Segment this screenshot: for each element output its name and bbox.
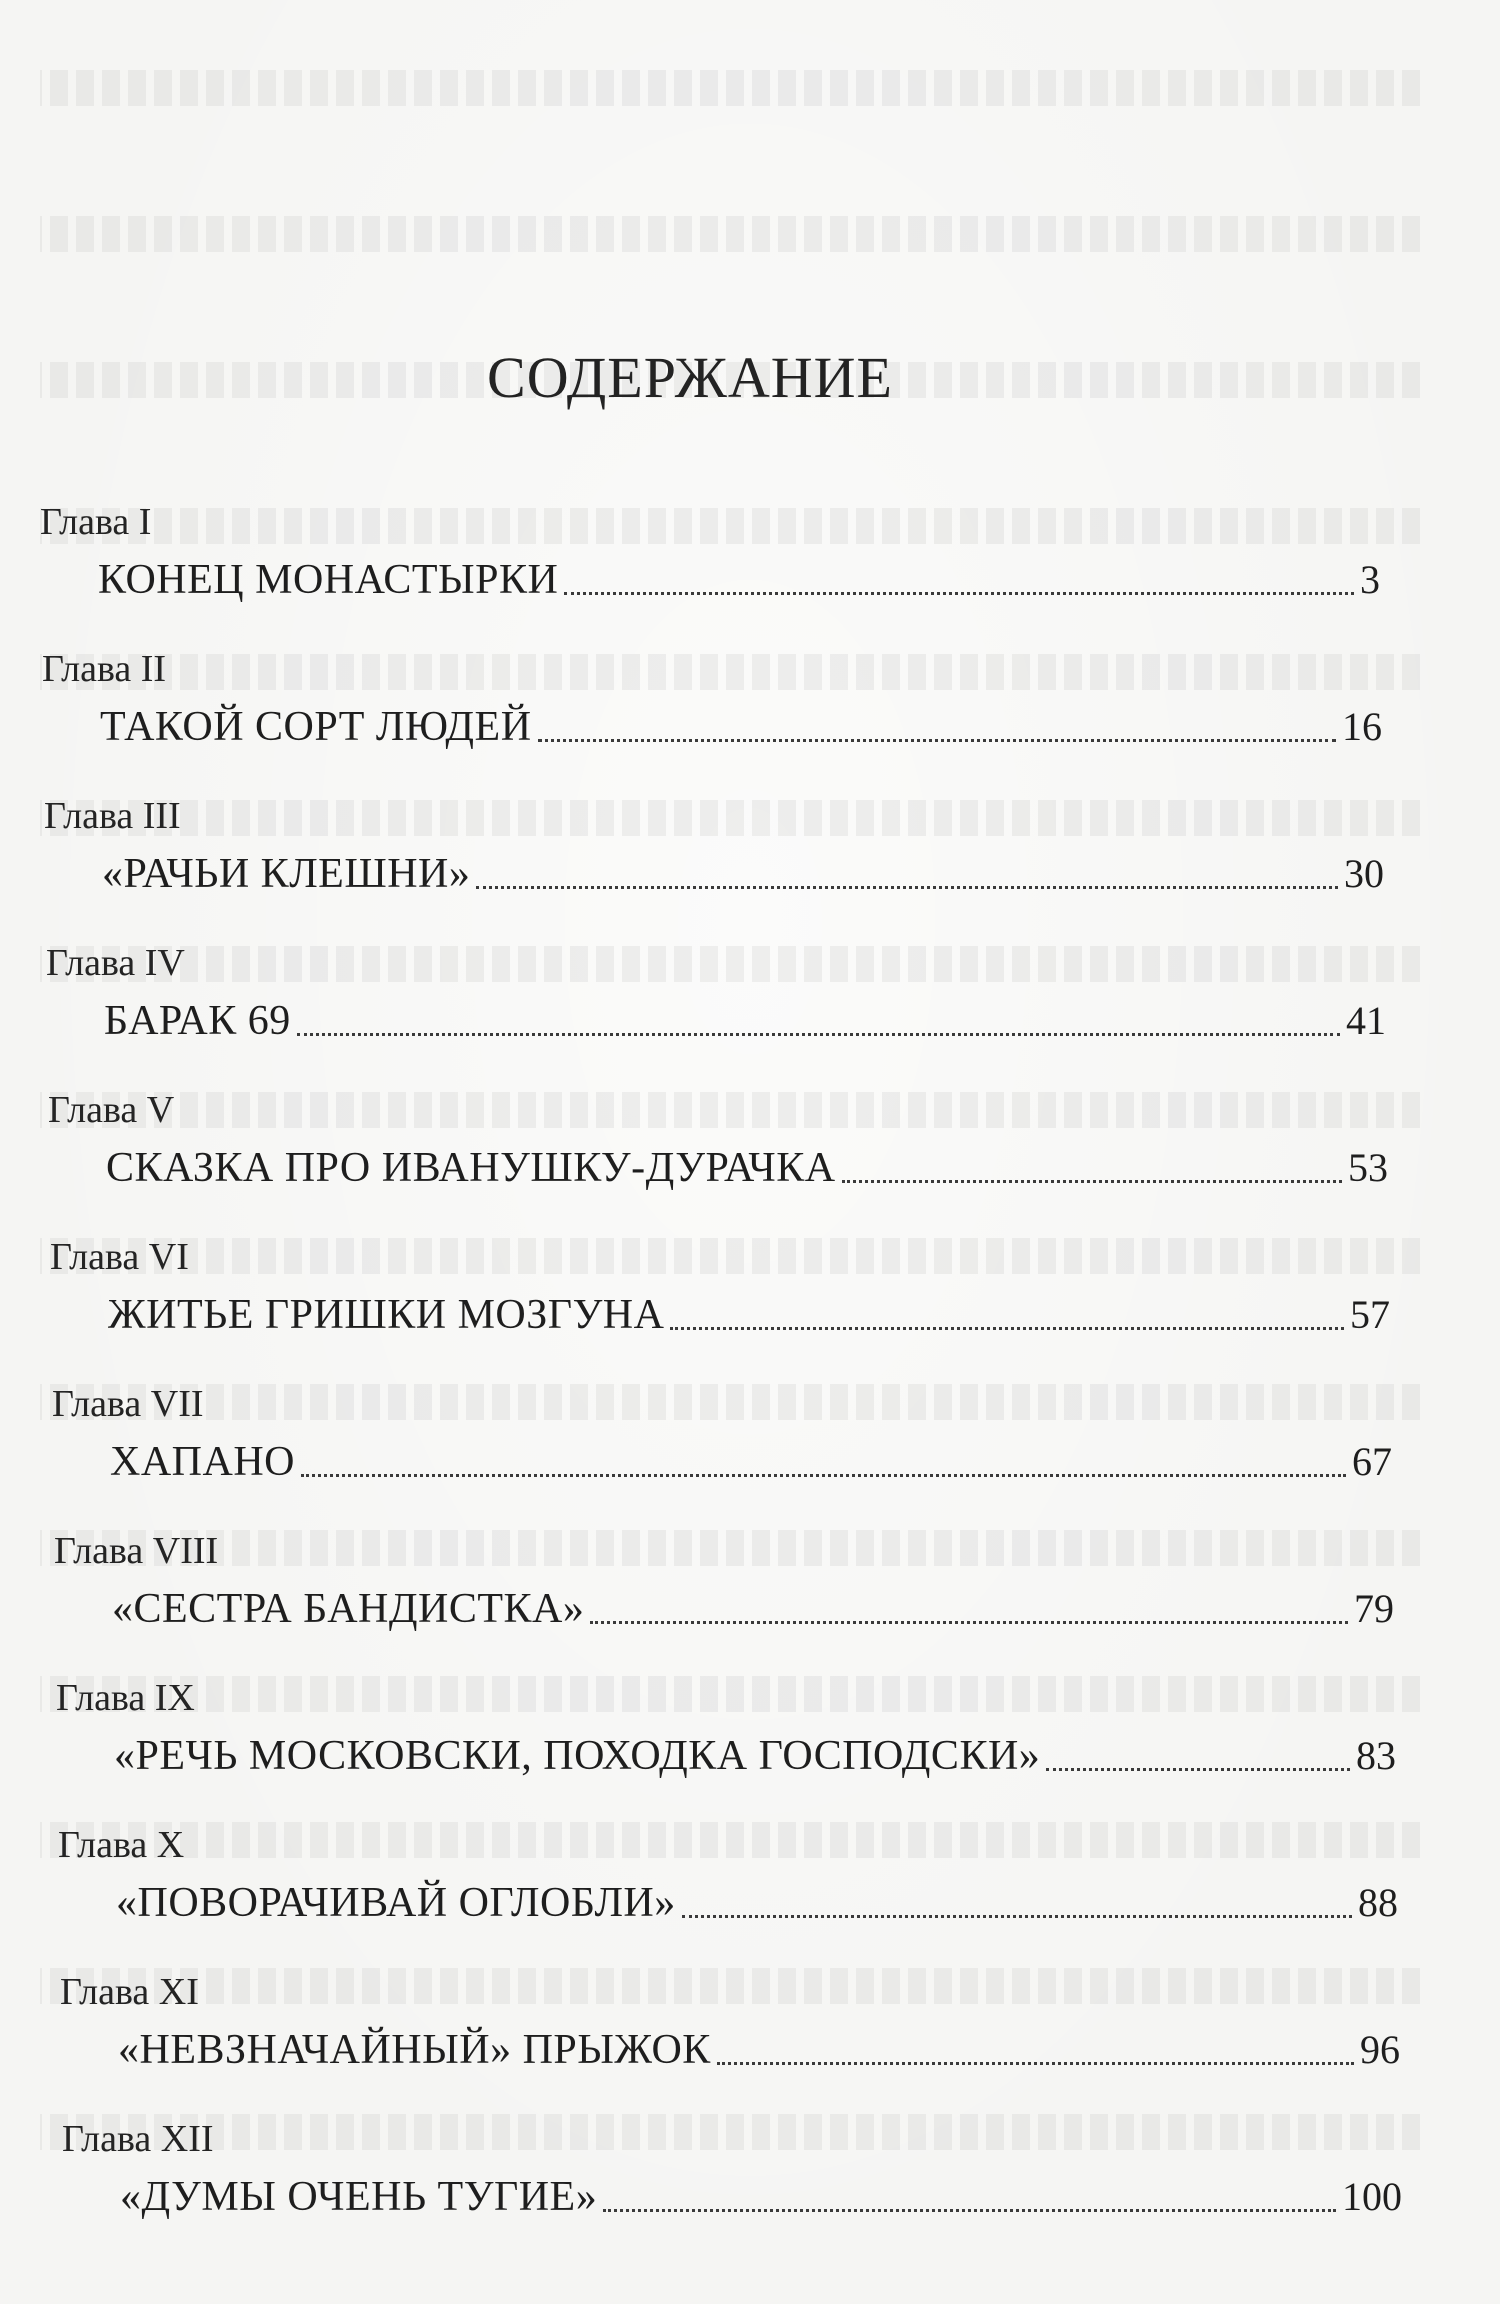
chapter-label: Глава X xyxy=(58,1824,185,1866)
chapter-title: «РАЧЬИ КЛЕШНИ» xyxy=(102,851,471,897)
chapter-label: Глава XI xyxy=(60,1971,199,2013)
dot-leader xyxy=(301,1474,1346,1477)
dot-leader xyxy=(538,739,1336,742)
dot-leader xyxy=(590,1621,1348,1624)
chapter-title: «РЕЧЬ МОСКОВСКИ, ПОХОДКА ГОСПОДСКИ» xyxy=(114,1733,1041,1779)
dot-leader xyxy=(476,886,1338,889)
chapter-title: СКАЗКА ПРО ИВАНУШКУ-ДУРАЧКА xyxy=(106,1145,836,1191)
page-number: 96 xyxy=(1360,2027,1400,2072)
chapter-label: Глава II xyxy=(42,648,167,690)
dot-leader xyxy=(564,592,1354,595)
page-number: 67 xyxy=(1352,1439,1392,1484)
toc-entry xyxy=(40,500,1380,606)
toc-line xyxy=(44,848,1384,900)
toc-entry xyxy=(52,1382,1392,1488)
toc-entry xyxy=(48,1088,1388,1194)
page-number: 100 xyxy=(1342,2174,1402,2219)
toc-entry xyxy=(50,1235,1390,1341)
toc-entry xyxy=(54,1529,1394,1635)
toc-entry xyxy=(46,941,1386,1047)
chapter-title: ТАКОЙ СОРТ ЛЮДЕЙ xyxy=(100,704,532,750)
chapter-title: КОНЕЦ МОНАСТЫРКИ xyxy=(98,557,559,603)
toc-line xyxy=(54,1583,1394,1635)
chapter-title: «НЕВЗНАЧАЙНЫЙ» ПРЫЖОК xyxy=(118,2027,711,2073)
page-number: 41 xyxy=(1346,998,1386,1043)
dot-leader xyxy=(717,2062,1354,2065)
chapter-label: Глава IX xyxy=(56,1677,195,1719)
toc-line xyxy=(58,1877,1398,1929)
toc-entry xyxy=(56,1676,1396,1782)
toc-line xyxy=(62,2171,1402,2223)
chapter-label: Глава III xyxy=(44,795,181,837)
dot-leader xyxy=(603,2209,1336,2212)
page-number: 30 xyxy=(1344,851,1384,896)
toc-entry xyxy=(58,1823,1398,1929)
page-title: СОДЕРЖАНИЕ xyxy=(487,344,893,410)
page-number: 79 xyxy=(1354,1586,1394,1631)
page-number: 83 xyxy=(1356,1733,1396,1778)
chapter-title: «ПОВОРАЧИВАЙ ОГЛОБЛИ» xyxy=(116,1880,676,1926)
toc-line xyxy=(42,701,1382,753)
dot-leader xyxy=(842,1180,1342,1183)
dot-leader xyxy=(297,1033,1340,1036)
toc-entry xyxy=(44,794,1384,900)
dot-leader xyxy=(670,1327,1344,1330)
toc-line xyxy=(50,1289,1390,1341)
chapter-title: «ДУМЫ ОЧЕНЬ ТУГИЕ» xyxy=(120,2174,598,2220)
page-number: 57 xyxy=(1350,1292,1390,1337)
toc-entry xyxy=(62,2117,1402,2223)
toc-line xyxy=(40,554,1380,606)
toc-line xyxy=(60,2024,1400,2076)
chapter-label: Глава XII xyxy=(62,2118,214,2160)
toc-line xyxy=(56,1730,1396,1782)
chapter-label: Глава IV xyxy=(46,942,185,984)
page-number: 88 xyxy=(1358,1880,1398,1925)
toc-line xyxy=(48,1142,1388,1194)
dot-leader xyxy=(682,1915,1352,1918)
chapter-title: «СЕСТРА БАНДИСТКА» xyxy=(112,1586,585,1632)
chapter-label: Глава V xyxy=(48,1089,175,1131)
page-number: 16 xyxy=(1342,704,1382,749)
chapter-label: Глава VII xyxy=(52,1383,204,1425)
toc-line xyxy=(52,1436,1392,1488)
page-number: 3 xyxy=(1360,557,1380,602)
dot-leader xyxy=(1046,1768,1350,1771)
toc-entry xyxy=(42,647,1382,753)
chapter-title: ЖИТЬЕ ГРИШКИ МОЗГУНА xyxy=(108,1292,665,1338)
chapter-label: Глава I xyxy=(40,501,152,543)
chapter-label: Глава VIII xyxy=(54,1530,219,1572)
toc-entry xyxy=(60,1970,1400,2076)
chapter-title: ХАПАНО xyxy=(110,1439,295,1485)
toc-line xyxy=(46,995,1386,1047)
chapter-title: БАРАК 69 xyxy=(104,998,291,1044)
page-number: 53 xyxy=(1348,1145,1388,1190)
chapter-label: Глава VI xyxy=(50,1236,189,1278)
